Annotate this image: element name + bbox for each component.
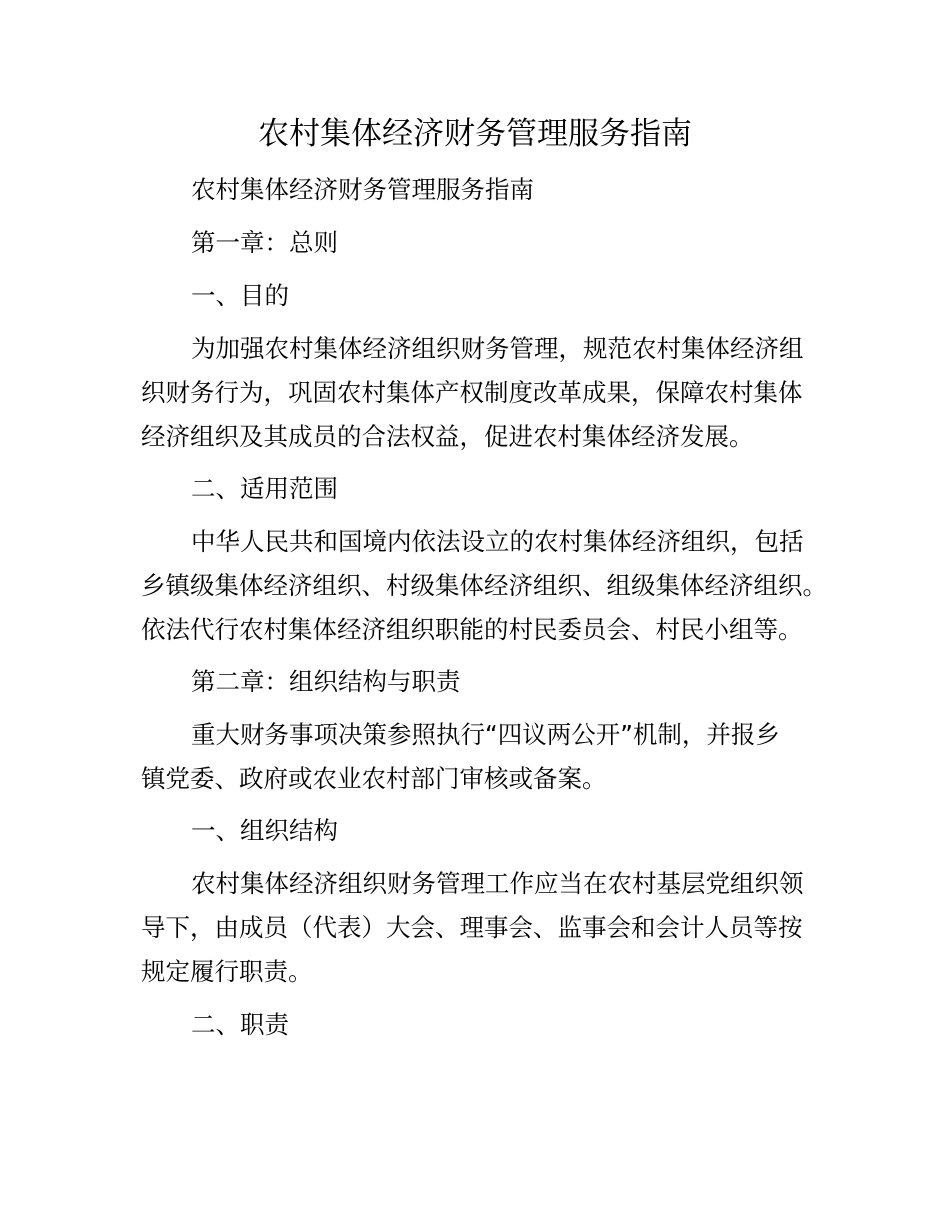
section-heading: 二、适用范围 [191,474,338,503]
section-heading: 一、组织结构 [191,816,338,845]
paragraph-line: 织财务行为，巩固农村集体产权制度改革成果，保障农村集体 [141,378,803,407]
paragraph-line: 规定履行职责。 [141,957,313,986]
paragraph-line: 中华人民共和国境内依法设立的农村集体经济组织，包括 [191,527,804,556]
paragraph-line: 为加强农村集体经济组织财务管理，规范农村集体经济组 [191,334,804,363]
document-title: 农村集体经济财务管理服务指南 [258,116,692,152]
paragraph-line: 经济组织及其成员的合法权益，促进农村集体经济发展。 [141,422,754,451]
paragraph-line: 重大财务事项决策参照执行“四议两公开”机制，并报乡 [191,720,780,749]
paragraph-line: 依法代行农村集体经济组织职能的村民委员会、村民小组等。 [141,615,803,644]
subtitle: 农村集体经济财务管理服务指南 [191,175,534,204]
section-heading: 一、目的 [191,281,289,310]
paragraph-line: 镇党委、政府或农业农村部门审核或备案。 [141,764,607,793]
section-heading: 二、职责 [191,1010,289,1039]
chapter-heading: 第二章：组织结构与职责 [191,667,461,696]
paragraph-line: 乡镇级集体经济组织、村级集体经济组织、组级集体经济组织。 [141,571,827,600]
chapter-heading: 第一章：总则 [191,228,338,257]
paragraph-line: 农村集体经济组织财务管理工作应当在农村基层党组织领 [191,869,804,898]
paragraph-line: 导下，由成员（代表）大会、理事会、监事会和会计人员等按 [141,913,803,942]
